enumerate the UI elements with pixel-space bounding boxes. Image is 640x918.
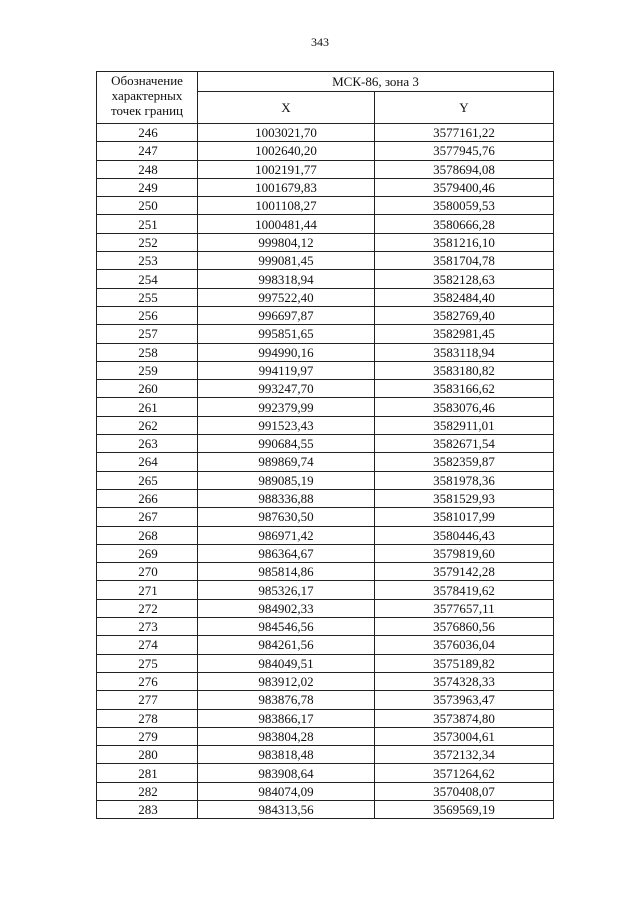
y-coordinate-cell: 3570408,07 <box>375 782 554 800</box>
point-cell: 272 <box>97 599 198 617</box>
table-row <box>97 727 554 745</box>
table-row <box>97 471 554 489</box>
point-cell: 253 <box>97 252 198 270</box>
table-row <box>97 654 554 672</box>
table-row <box>97 124 554 142</box>
table-row <box>97 800 554 818</box>
y-coordinate-cell: 3582484,40 <box>375 288 554 306</box>
y-coordinate-cell: 3573963,47 <box>375 691 554 709</box>
point-cell: 280 <box>97 746 198 764</box>
table-row <box>97 746 554 764</box>
point-cell: 258 <box>97 343 198 361</box>
x-coordinate-cell: 984546,56 <box>198 618 375 636</box>
table-row <box>97 709 554 727</box>
point-cell: 282 <box>97 782 198 800</box>
x-coordinate-cell: 983912,02 <box>198 672 375 690</box>
x-coordinate-cell: 993247,70 <box>198 380 375 398</box>
table-row <box>97 672 554 690</box>
y-coordinate-cell: 3580059,53 <box>375 197 554 215</box>
point-cell: 262 <box>97 416 198 434</box>
point-cell: 247 <box>97 142 198 160</box>
x-coordinate-cell: 1001108,27 <box>198 197 375 215</box>
table-row <box>97 306 554 324</box>
y-coordinate-cell: 3579142,28 <box>375 563 554 581</box>
table-row <box>97 398 554 416</box>
y-coordinate-cell: 3582769,40 <box>375 306 554 324</box>
x-coordinate-cell: 986364,67 <box>198 544 375 562</box>
x-coordinate-cell: 994990,16 <box>198 343 375 361</box>
point-cell: 263 <box>97 435 198 453</box>
coordinates-table <box>96 71 554 819</box>
point-cell: 283 <box>97 800 198 818</box>
point-cell: 264 <box>97 453 198 471</box>
x-coordinate-cell: 986971,42 <box>198 526 375 544</box>
x-coordinate-cell: 985326,17 <box>198 581 375 599</box>
point-cell: 260 <box>97 380 198 398</box>
x-coordinate-cell: 988336,88 <box>198 489 375 507</box>
x-coordinate-cell: 983818,48 <box>198 746 375 764</box>
x-coordinate-cell: 1003021,70 <box>198 124 375 142</box>
point-cell: 251 <box>97 215 198 233</box>
point-cell: 271 <box>97 581 198 599</box>
x-coordinate-cell: 984049,51 <box>198 654 375 672</box>
point-cell: 265 <box>97 471 198 489</box>
y-coordinate-cell: 3583166,62 <box>375 380 554 398</box>
table-body <box>97 124 554 819</box>
table-row <box>97 252 554 270</box>
y-coordinate-cell: 3581216,10 <box>375 233 554 251</box>
table-row <box>97 233 554 251</box>
point-cell: 255 <box>97 288 198 306</box>
y-coordinate-cell: 3573874,80 <box>375 709 554 727</box>
table-row <box>97 325 554 343</box>
table-row <box>97 453 554 471</box>
y-coordinate-cell: 3577161,22 <box>375 124 554 142</box>
y-coordinate-cell: 3577945,76 <box>375 142 554 160</box>
point-cell: 268 <box>97 526 198 544</box>
point-cell: 277 <box>97 691 198 709</box>
table-row <box>97 178 554 196</box>
table-row <box>97 581 554 599</box>
table-header-row <box>97 72 554 92</box>
point-cell: 248 <box>97 160 198 178</box>
x-coordinate-cell: 995851,65 <box>198 325 375 343</box>
x-coordinate-cell: 984902,33 <box>198 599 375 617</box>
y-coordinate-cell: 3582671,54 <box>375 435 554 453</box>
table-row <box>97 343 554 361</box>
x-column-header: X <box>198 92 375 124</box>
point-cell: 274 <box>97 636 198 654</box>
x-coordinate-cell: 1000481,44 <box>198 215 375 233</box>
x-coordinate-cell: 998318,94 <box>198 270 375 288</box>
y-coordinate-cell: 3577657,11 <box>375 599 554 617</box>
table-row <box>97 636 554 654</box>
y-coordinate-cell: 3578419,62 <box>375 581 554 599</box>
x-coordinate-cell: 984074,09 <box>198 782 375 800</box>
point-cell: 278 <box>97 709 198 727</box>
table-row <box>97 361 554 379</box>
point-cell: 257 <box>97 325 198 343</box>
y-coordinate-cell: 3583118,94 <box>375 343 554 361</box>
y-coordinate-cell: 3580666,28 <box>375 215 554 233</box>
y-coordinate-cell: 3582981,45 <box>375 325 554 343</box>
table-row <box>97 563 554 581</box>
x-coordinate-cell: 1002191,77 <box>198 160 375 178</box>
x-coordinate-cell: 1001679,83 <box>198 178 375 196</box>
x-coordinate-cell: 1002640,20 <box>198 142 375 160</box>
table-row <box>97 782 554 800</box>
table-row <box>97 526 554 544</box>
coordinate-system-header: МСК-86, зона 3 <box>198 72 554 92</box>
point-cell: 249 <box>97 178 198 196</box>
point-column-header: Обозначение характерных точек границ <box>97 72 198 124</box>
y-coordinate-cell: 3579400,46 <box>375 178 554 196</box>
y-column-header: Y <box>375 92 554 124</box>
y-coordinate-cell: 3581017,99 <box>375 508 554 526</box>
y-coordinate-cell: 3581704,78 <box>375 252 554 270</box>
point-cell: 266 <box>97 489 198 507</box>
y-coordinate-cell: 3578694,08 <box>375 160 554 178</box>
point-cell: 256 <box>97 306 198 324</box>
table-row <box>97 764 554 782</box>
table-row <box>97 197 554 215</box>
x-coordinate-cell: 983804,28 <box>198 727 375 745</box>
y-coordinate-cell: 3569569,19 <box>375 800 554 818</box>
y-coordinate-cell: 3576036,04 <box>375 636 554 654</box>
point-cell: 279 <box>97 727 198 745</box>
x-coordinate-cell: 989869,74 <box>198 453 375 471</box>
table-row <box>97 691 554 709</box>
y-coordinate-cell: 3583076,46 <box>375 398 554 416</box>
x-coordinate-cell: 991523,43 <box>198 416 375 434</box>
x-coordinate-cell: 989085,19 <box>198 471 375 489</box>
y-coordinate-cell: 3573004,61 <box>375 727 554 745</box>
point-cell: 273 <box>97 618 198 636</box>
y-coordinate-cell: 3583180,82 <box>375 361 554 379</box>
table-row <box>97 508 554 526</box>
table-row <box>97 215 554 233</box>
x-coordinate-cell: 984313,56 <box>198 800 375 818</box>
y-coordinate-cell: 3582911,01 <box>375 416 554 434</box>
table-row <box>97 489 554 507</box>
x-coordinate-cell: 996697,87 <box>198 306 375 324</box>
point-cell: 269 <box>97 544 198 562</box>
point-cell: 275 <box>97 654 198 672</box>
table-row <box>97 599 554 617</box>
x-coordinate-cell: 987630,50 <box>198 508 375 526</box>
table-row <box>97 435 554 453</box>
y-coordinate-cell: 3582128,63 <box>375 270 554 288</box>
point-cell: 267 <box>97 508 198 526</box>
y-coordinate-cell: 3574328,33 <box>375 672 554 690</box>
x-coordinate-cell: 984261,56 <box>198 636 375 654</box>
x-coordinate-cell: 999081,45 <box>198 252 375 270</box>
point-cell: 259 <box>97 361 198 379</box>
table-row <box>97 142 554 160</box>
x-coordinate-cell: 990684,55 <box>198 435 375 453</box>
x-coordinate-cell: 997522,40 <box>198 288 375 306</box>
table-row <box>97 416 554 434</box>
y-coordinate-cell: 3579819,60 <box>375 544 554 562</box>
x-coordinate-cell: 985814,86 <box>198 563 375 581</box>
table-row <box>97 288 554 306</box>
y-coordinate-cell: 3572132,34 <box>375 746 554 764</box>
point-cell: 276 <box>97 672 198 690</box>
table-row <box>97 270 554 288</box>
point-cell: 246 <box>97 124 198 142</box>
x-coordinate-cell: 999804,12 <box>198 233 375 251</box>
point-cell: 250 <box>97 197 198 215</box>
table-row <box>97 380 554 398</box>
point-cell: 281 <box>97 764 198 782</box>
y-coordinate-cell: 3576860,56 <box>375 618 554 636</box>
x-coordinate-cell: 983866,17 <box>198 709 375 727</box>
point-cell: 252 <box>97 233 198 251</box>
x-coordinate-cell: 983908,64 <box>198 764 375 782</box>
y-coordinate-cell: 3581529,93 <box>375 489 554 507</box>
table-row <box>97 544 554 562</box>
y-coordinate-cell: 3571264,62 <box>375 764 554 782</box>
x-coordinate-cell: 983876,78 <box>198 691 375 709</box>
x-coordinate-cell: 992379,99 <box>198 398 375 416</box>
y-coordinate-cell: 3582359,87 <box>375 453 554 471</box>
point-cell: 254 <box>97 270 198 288</box>
y-coordinate-cell: 3581978,36 <box>375 471 554 489</box>
point-cell: 261 <box>97 398 198 416</box>
point-cell: 270 <box>97 563 198 581</box>
table-row <box>97 618 554 636</box>
y-coordinate-cell: 3575189,82 <box>375 654 554 672</box>
y-coordinate-cell: 3580446,43 <box>375 526 554 544</box>
page-number: 343 <box>311 35 329 49</box>
table-row <box>97 160 554 178</box>
x-coordinate-cell: 994119,97 <box>198 361 375 379</box>
